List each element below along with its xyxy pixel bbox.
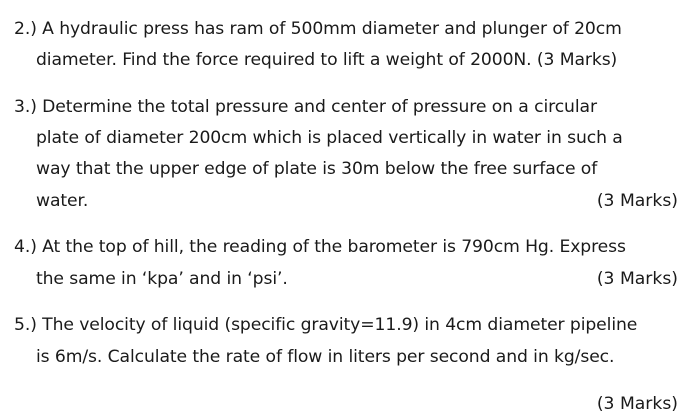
question-3-line-2: plate of diameter 200cm which is placed vertically in water in such a (36, 128, 623, 148)
question-3-line-4: water. (36, 191, 89, 211)
question-4-line-1: 4.) At the top of hill, the reading of the barometer is 790cm Hg. Express (14, 237, 626, 257)
question-2-line-2: diameter. Find the force required to lift a weight of 2000N. (3 Marks) (36, 50, 618, 70)
question-2-line-1: 2.) A hydraulic press has ram of 500mm diameter and plunger of 20cm (14, 19, 622, 39)
question-3-marks: (3 Marks) (596, 191, 678, 211)
question-5-line-1: 5.) The velocity of liquid (specific gravity=11.9) in 4cm diameter pipeline (14, 315, 638, 335)
question-5-line-2: is 6m/s. Calculate the rate of flow in liters per second and in kg/sec. (36, 347, 615, 367)
question-5-marks: (3 Marks) (596, 394, 678, 414)
question-4-line-2: the same in ‘kpa’ and in ‘psi’. (36, 269, 288, 289)
question-3-line-3: way that the upper edge of plate is 30m below the free surface of (36, 159, 598, 179)
question-4-marks: (3 Marks) (596, 269, 678, 289)
question-3-line-1: 3.) Determine the total pressure and center of pressure on a circular (14, 97, 597, 117)
